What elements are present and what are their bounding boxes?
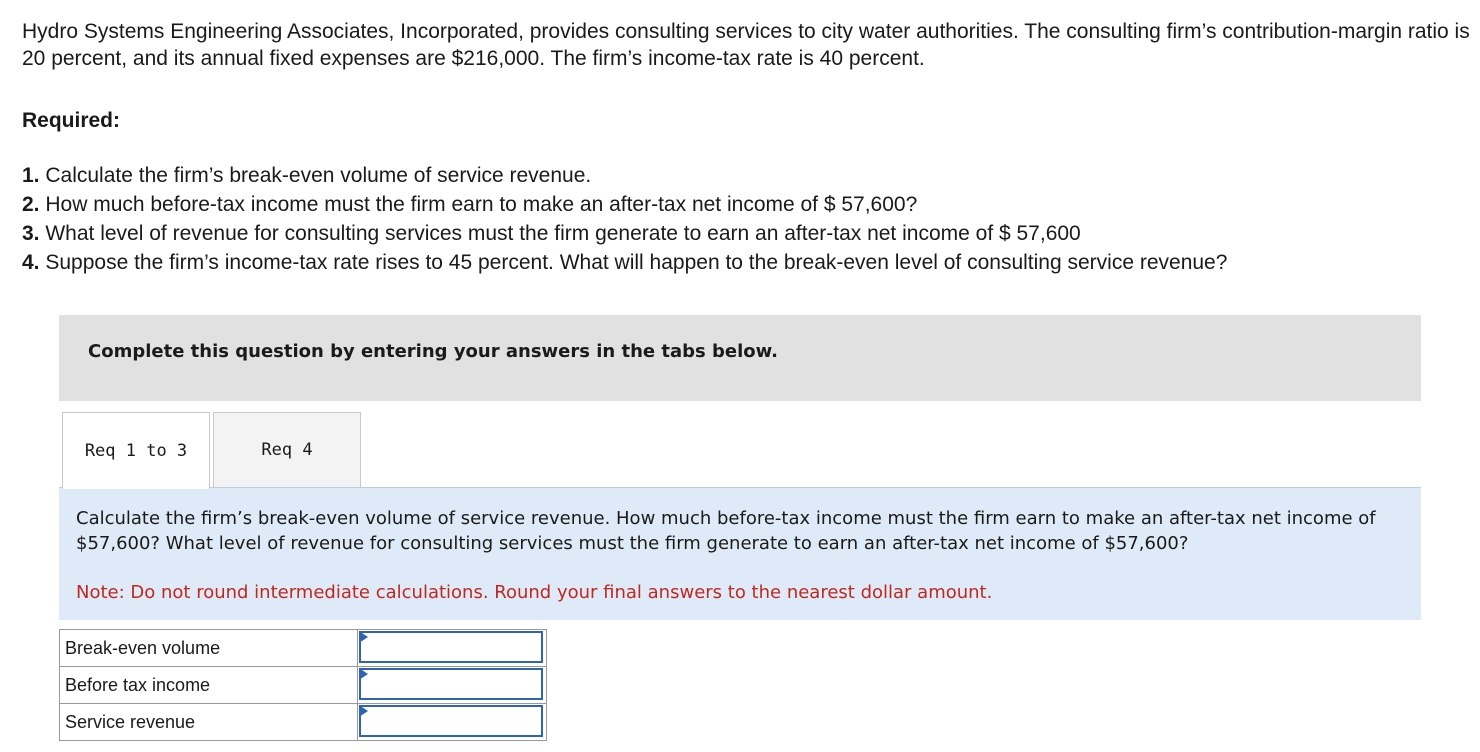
table-row (60, 667, 547, 704)
requirement-number: 2. (22, 193, 40, 216)
table-row (60, 704, 547, 741)
requirement-number: 3. (22, 222, 40, 245)
input-marker-icon (359, 631, 368, 643)
requirement-item-2 (22, 190, 1480, 219)
panel-instructions: Calculate the firm’s break-even volume of service revenue. How much before-tax income must the firm earn to make an after-tax net income of $57,600? What level of revenue for consulting services must the firm generate to earn an after-tax net income of $57,600? (76, 508, 1376, 554)
break-even-volume-cell (358, 630, 547, 667)
before-tax-income-label: Before tax income (60, 667, 358, 704)
requirement-item-4 (22, 248, 1480, 277)
service-revenue-input[interactable] (359, 705, 543, 737)
table-row (60, 630, 547, 667)
requirements-list (22, 161, 1480, 277)
tab-req-4[interactable]: Req 4 (213, 412, 361, 488)
requirement-text: How much before-tax income must the firm earn to make an after-tax net income of $ 57,600? (39, 193, 918, 216)
before-tax-income-input[interactable] (359, 668, 543, 700)
tab-req-1-to-3[interactable]: Req 1 to 3 (62, 412, 210, 489)
instruction-text: Complete this question by entering your answers in the tabs below. (88, 341, 778, 362)
requirement-text: Suppose the firm’s income-tax rate rises to 45 percent. What will happen to the break-even level of consulting service revenue? (39, 251, 1228, 274)
break-even-volume-input[interactable] (359, 631, 543, 663)
service-revenue-cell (358, 704, 547, 741)
answer-table (59, 629, 547, 741)
service-revenue-label: Service revenue (60, 704, 358, 741)
requirement-item-3 (22, 219, 1480, 248)
rounding-note: Note: Do not round intermediate calculations. Round your final answers to the nearest dollar amount. (76, 582, 993, 603)
before-tax-income-cell (358, 667, 547, 704)
requirement-number: 1. (22, 164, 40, 187)
requirement-text: Calculate the firm’s break-even volume of service revenue. (39, 164, 592, 187)
problem-statement: Hydro Systems Engineering Associates, Incorporated, provides consulting services to city water authorities. The consulting firm’s contribution-margin ratio is 20 percent, and its annual fixed expenses are $216,000. The firm’s income-tax rate is 40 percent. (22, 20, 1470, 70)
input-marker-icon (359, 668, 368, 680)
requirement-text: What level of revenue for consulting services must the firm generate to earn an after-tax net income of $ 57,600 (39, 222, 1081, 245)
tab-panel (59, 487, 1421, 620)
requirement-item-1 (22, 161, 1480, 190)
requirement-number: 4. (22, 251, 40, 274)
required-heading: Required: (22, 109, 121, 132)
instruction-banner (59, 315, 1421, 401)
break-even-volume-label: Break-even volume (60, 630, 358, 667)
input-marker-icon (359, 705, 368, 717)
